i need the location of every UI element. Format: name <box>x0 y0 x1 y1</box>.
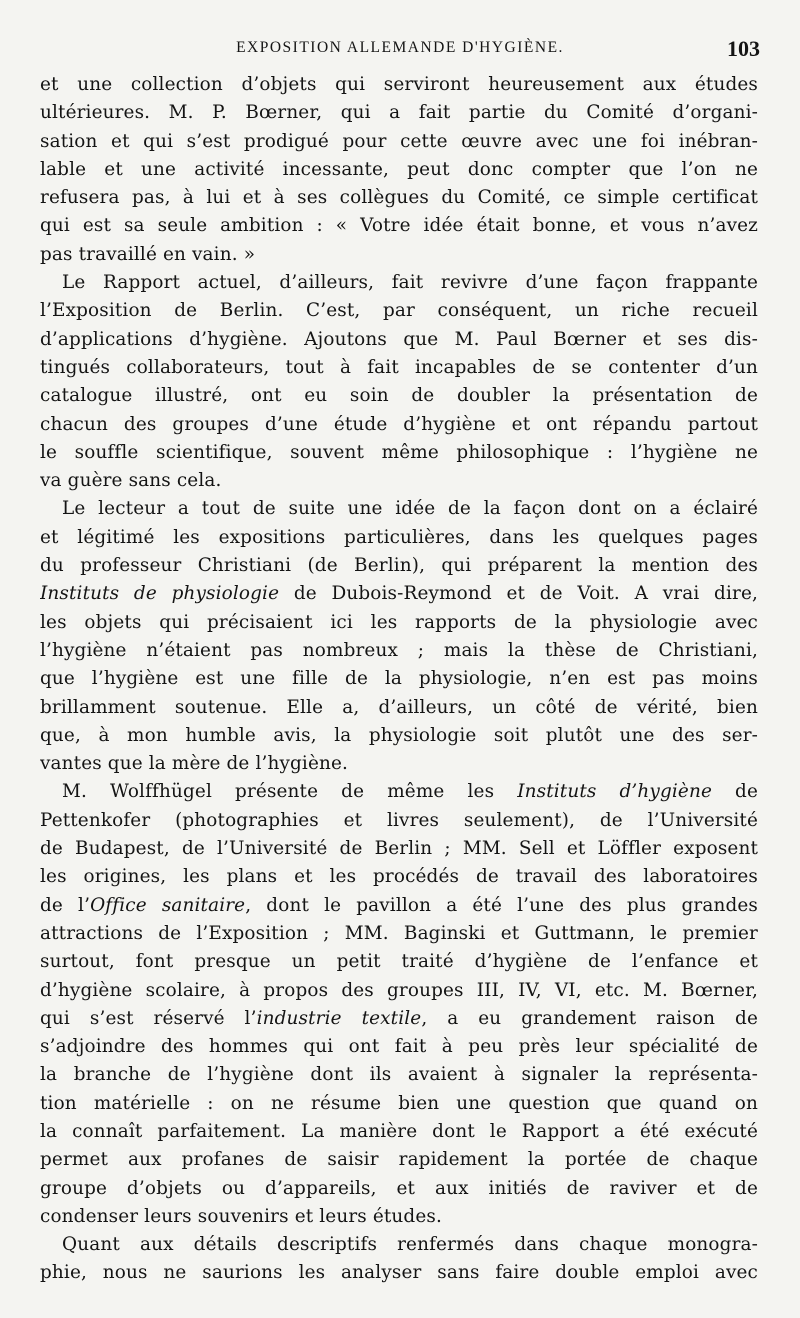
text-line: brillamment soutenue. Elle a, d’ailleurs, un côté de vérité, bien <box>40 696 758 718</box>
text-line: la branche de l’hygiène dont ils avaient à signaler la représenta- <box>40 1064 758 1086</box>
text-line: d’hygiène scolaire, à propos des groupes III, IV, VI, etc. M. Bœrner, <box>40 979 758 1001</box>
text-line: Le Rapport actuel, d’ailleurs, fait revivre d’une façon frappante <box>62 272 758 294</box>
page-body <box>40 71 758 1288</box>
italic-term: industrie textile <box>256 1007 422 1029</box>
text-line: du professeur Christiani (de Berlin), qui préparent la mention des <box>40 555 758 577</box>
paragraph <box>40 71 758 269</box>
text-line: ultérieures. M. P. Bœrner, qui a fait partie du Comité d’organi- <box>40 102 758 124</box>
text-line <box>40 580 758 608</box>
text-line: attractions de l’Exposition ; MM. Baginski et Guttmann, le premier <box>40 922 758 944</box>
italic-term: Instituts de physiologie <box>40 583 280 605</box>
line-text: de l’ <box>40 894 91 916</box>
page-header <box>40 36 760 62</box>
text-line: que, à mon humble avis, la physiologie soit plutôt une des ser- <box>40 724 758 746</box>
text-line: surtout, font presque un petit traité d’hygiène de l’enfance et <box>40 951 758 973</box>
text-line: Le lecteur a tout de suite une idée de la façon dont on a éclairé <box>62 498 758 520</box>
line-text: M. Wolffhügel présente de même les <box>62 781 518 803</box>
running-head: EXPOSITION ALLEMANDE D'HYGIÈNE. <box>236 39 564 56</box>
text-line: l’hygiène n’étaient pas nombreux ; mais la thèse de Christiani, <box>40 639 758 661</box>
text-line: pas travaillé en vain. » <box>40 243 256 265</box>
text-line: Pettenkofer (photographies et livres seulement), de l’Université <box>40 809 758 831</box>
italic-term: Office sanitaire <box>90 894 246 916</box>
text-line: chacun des groupes d’une étude d’hygiène et ont répandu partout <box>40 413 758 435</box>
text-line: phie, nous ne saurions les analyser sans faire double emploi avec <box>40 1262 758 1284</box>
text-line: qui est sa seule ambition : « Votre idée était bonne, et vous n’avez <box>40 215 758 237</box>
text-line: le souffle scientifique, souvent même philosophique : l’hygiène ne <box>40 441 758 463</box>
text-line: et une collection d’objets qui serviront heureusement aux études <box>40 74 758 95</box>
text-line: les objets qui précisaient ici les rapports de la physiologie avec <box>40 611 758 633</box>
text-line: Quant aux détails descriptifs renfermés dans chaque monogra- <box>62 1234 758 1256</box>
paragraph <box>40 778 758 1231</box>
text-line: d’applications d’hygiène. Ajoutons que M. Paul Bœrner et ses dis- <box>40 328 758 350</box>
text-line: groupe d’objets ou d’appareils, et aux initiés de raviver et de <box>40 1177 758 1199</box>
text-line: vantes que la mère de l’hygiène. <box>40 753 349 775</box>
text-line: de Budapest, de l’Université de Berlin ; MM. Sell et Löffler exposent <box>40 838 758 860</box>
text-line: l’Exposition de Berlin. C’est, par conséquent, un riche recueil <box>40 300 758 322</box>
text-line <box>40 892 758 920</box>
text-line: s’adjoindre des hommes qui ont fait à peu près leur spécialité de <box>40 1036 758 1058</box>
line-text: , a eu grandement raison de <box>421 1007 758 1029</box>
text-line: la connaît parfaitement. La manière dont le Rapport a été exécuté <box>40 1120 758 1142</box>
text-line: refusera pas, à lui et à ses collègues du Comité, ce simple certificat <box>40 187 758 209</box>
italic-term: Instituts d’hygiène <box>517 781 712 803</box>
text-line: et légitimé les expositions particulières, dans les quelques pages <box>40 526 758 548</box>
page-number: 103 <box>727 36 760 61</box>
paragraph <box>40 269 758 495</box>
text-line: catalogue illustré, ont eu soin de doubler la présentation de <box>40 385 758 407</box>
text-line <box>40 1005 758 1033</box>
text-line: les origines, les plans et les procédés de travail des laboratoires <box>40 866 758 888</box>
text-line <box>40 778 758 806</box>
paragraph <box>40 1231 758 1288</box>
paragraph <box>40 495 758 778</box>
line-text: de Dubois-Reymond et de Voit. A vrai dire, <box>279 583 758 605</box>
line-text: qui s’est réservé l’ <box>40 1007 257 1029</box>
text-line: permet aux profanes de saisir rapidement la portée de chaque <box>40 1149 758 1171</box>
text-line: tingués collaborateurs, tout à fait incapables de se contenter d’un <box>40 356 758 378</box>
text-line: tion matérielle : on ne résume bien une question que quand on <box>40 1092 758 1114</box>
text-line: sation et qui s’est prodigué pour cette œuvre avec une foi inébran- <box>40 130 758 152</box>
text-line: condenser leurs souvenirs et leurs études. <box>40 1205 442 1227</box>
text-line: lable et une activité incessante, peut donc compter que l’on ne <box>40 158 758 180</box>
text-line: va guère sans cela. <box>40 470 222 492</box>
text-line: que l’hygiène est une fille de la physiologie, n’en est pas moins <box>40 668 758 690</box>
line-text: , dont le pavillon a été l’une des plus grandes <box>245 894 758 916</box>
line-text: de <box>711 781 758 803</box>
